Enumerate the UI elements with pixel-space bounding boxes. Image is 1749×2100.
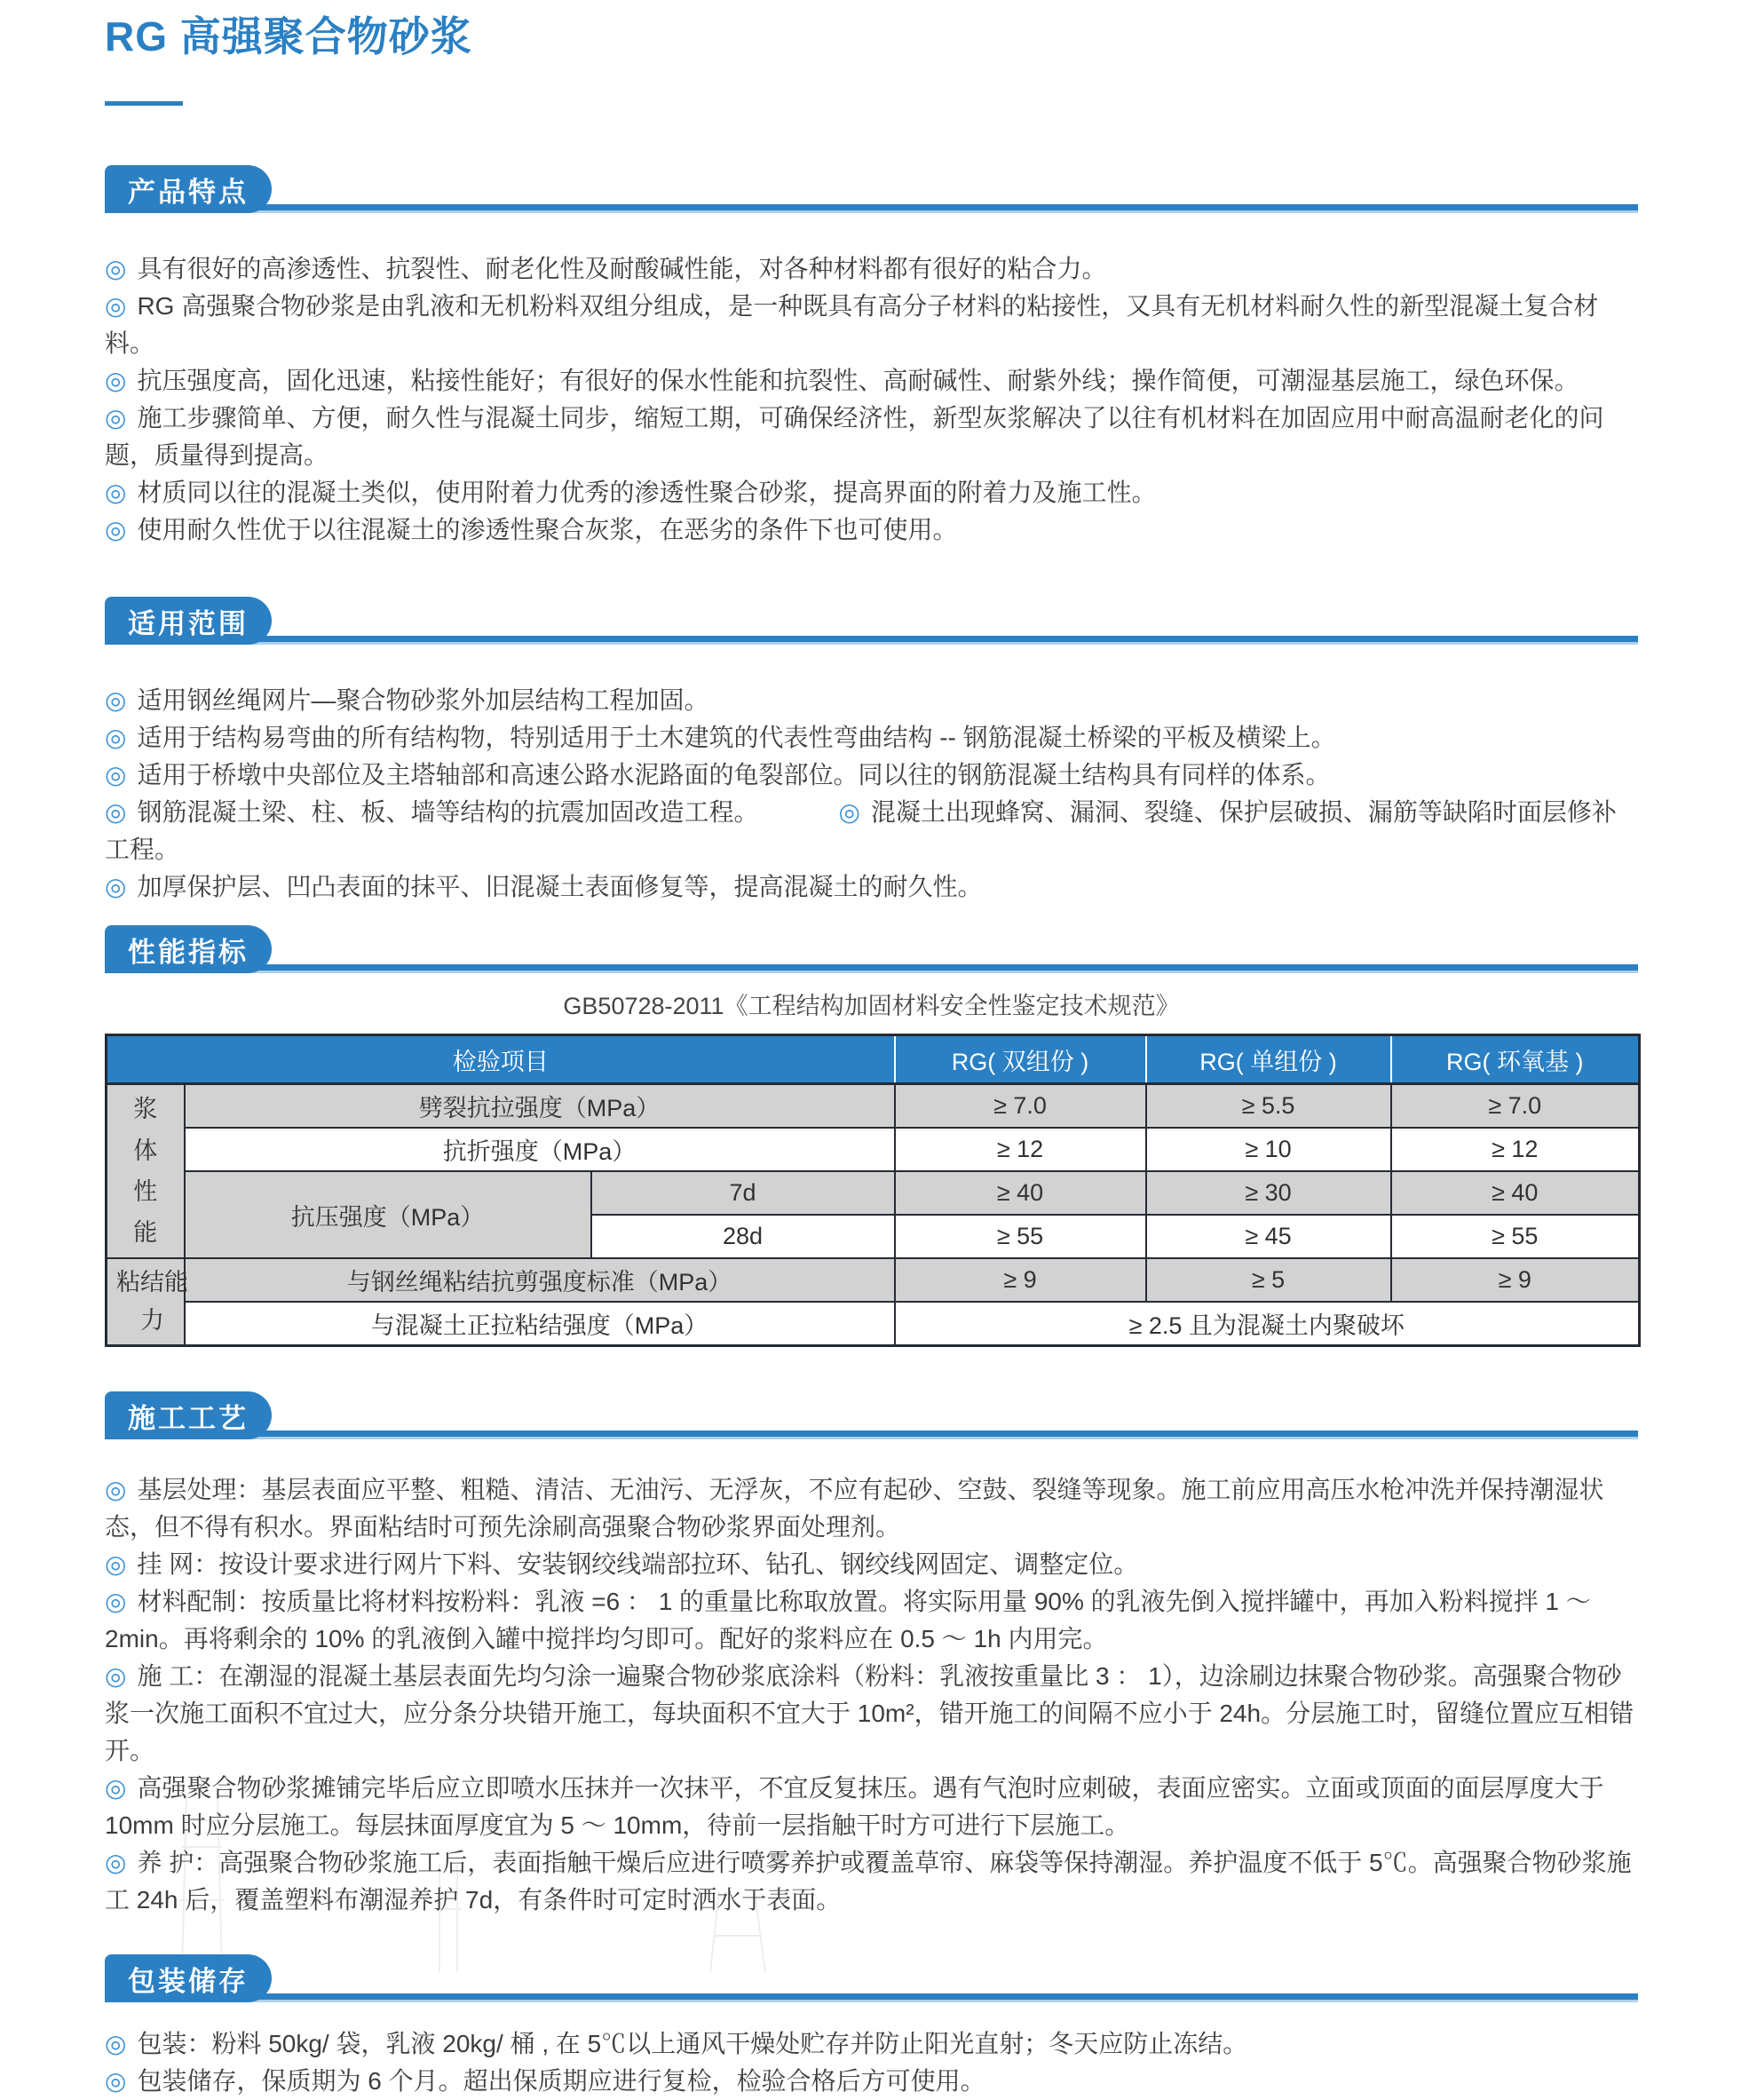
bullet-text: 养 护：高强聚合物砂浆施工后，表面指触干燥后应进行喷雾养护或覆盖草帘、麻袋等保持潮湿。养护温度不低于 5℃。高强聚合物砂浆施工 24h 后，覆盖塑料布潮湿养护 7d，有条件时可定时洒水于表面。 [105, 1849, 1632, 1914]
bullet-icon: ◎ [105, 798, 127, 826]
list-item [105, 868, 1638, 906]
bullet-text: 施 工：在潮湿的混凝土基层表面先均匀涂一遍聚合物砂浆底涂料（粉料：乳液按重量比 3 ： 1），边涂刷边抹聚合物砂浆。高强聚合物砂浆一次施工面积不宜过大，应分条分块错开施工，每块面积不宜大于 10m²，错开施工的间隔不应小于 24h。分层施工时，留缝位置应互相错开。 [105, 1662, 1634, 1764]
section-badge-process: 施工工艺 [105, 1391, 272, 1439]
bullet-icon: ◎ [105, 1550, 127, 1578]
bullet-text: 高强聚合物砂浆摊铺完毕后应立即喷水压抹并一次抹平，不宜反复抹压。遇有气泡时应刺破，表面应密实。立面或顶面的面层厚度大于 10mm 时应分层施工。每层抹面厚度宜为 5 ～ 10mm，待前一层指触干时方可进行下层施工。 [105, 1774, 1604, 1839]
col-header-rg-double: RG( 双组份 ) [895, 1035, 1146, 1084]
cell-value: ≥ 7.0 [1391, 1084, 1640, 1129]
list-item [105, 719, 1638, 757]
section-rule-light [105, 971, 1638, 973]
cell-value: ≥ 7.0 [895, 1084, 1146, 1129]
list-item [105, 250, 1638, 288]
section-rule [105, 204, 1638, 210]
cell-value: ≥ 55 [1391, 1215, 1640, 1258]
section-rule-light [105, 1437, 1638, 1439]
row-sub-label: 28d [591, 1215, 895, 1258]
list-item [105, 1844, 1638, 1919]
bullet-text: 适用钢丝绳网片—聚合物砂浆外加层结构工程加固。 [137, 686, 709, 714]
cell-value: ≥ 40 [1391, 1171, 1640, 1215]
bullet-icon: ◎ [838, 798, 860, 826]
row-group-slurry [107, 1084, 185, 1259]
section-badge-performance: 性能指标 [105, 925, 272, 973]
bullet-icon: ◎ [105, 1662, 127, 1690]
cell-value: ≥ 55 [895, 1215, 1146, 1258]
table-row [107, 1258, 1640, 1302]
bullet-text: 基层处理：基层表面应平整、粗糙、清洁、无油污、无浮灰，不应有起砂、空鼓、裂缝等现象。施工前应用高压水枪冲洗并保持潮湿状态，但不得有积水。界面粘结时可预先涂刷高强聚合物砂浆界面处理剂。 [105, 1476, 1604, 1541]
section-badge-scope: 适用范围 [105, 597, 272, 645]
list-item [105, 1658, 1638, 1770]
list-item [105, 1471, 1638, 1546]
cell-value: ≥ 10 [1146, 1128, 1391, 1171]
bullet-text: 钢筋混凝土梁、柱、板、墙等结构的抗震加固改造工程。 [137, 798, 759, 826]
bullet-text: 混凝土出现蜂窝、漏洞、裂缝、保护层破损、漏筋等缺陷时面层修补工程。 [105, 798, 1617, 863]
section-head-scope [105, 597, 1638, 645]
section-badge-packaging: 包装储存 [105, 1954, 272, 2002]
row-group-label: 浆体性能 [133, 1096, 158, 1247]
bullet-text: 适用于桥墩中央部位及主塔轴部和高速公路水泥路面的龟裂部位。同以往的钢筋混凝土结构具有同样的体系。 [137, 761, 1331, 788]
table-row [107, 1171, 1640, 1215]
list-item-dual [105, 794, 1638, 868]
process-list [105, 1471, 1638, 1919]
list-item [105, 1583, 1638, 1658]
bullet-icon: ◎ [105, 292, 127, 320]
section-rule-light [105, 2000, 1638, 2002]
performance-table [105, 1034, 1641, 1347]
section-badge-features: 产品特点 [105, 165, 272, 213]
section-rule [105, 964, 1638, 971]
row-group-bonding [107, 1258, 189, 1346]
section-rule [105, 636, 1638, 642]
bullet-text: 加厚保护层、凹凸表面的抹平、旧混凝土表面修复等，提高混凝土的耐久性。 [137, 873, 983, 900]
bullet-text: 适用于结构易弯曲的所有结构物，特别适用于土木建筑的代表性弯曲结构 -- 钢筋混凝土桥梁的平板及横梁上。 [137, 724, 1336, 751]
bullet-icon: ◎ [105, 516, 127, 543]
bullet-text: RG 高强聚合物砂浆是由乳液和无机粉料双组分组成，是一种既具有高分子材料的粘接性，又具有无机材料耐久性的新型混凝土复合材料。 [105, 292, 1599, 357]
cell-value-merged: ≥ 2.5 且为混凝土内聚破坏 [895, 1302, 1640, 1346]
section-rule [105, 1993, 1638, 2000]
list-item [105, 511, 1638, 549]
table-header-row [107, 1035, 1640, 1084]
bullet-text: 使用耐久性优于以往混凝土的渗透性聚合灰浆，在恶劣的条件下也可使用。 [137, 516, 958, 543]
page-title: RG 高强聚合物砂浆 [105, 13, 472, 59]
table-row [107, 1084, 1640, 1129]
cell-value: ≥ 9 [895, 1258, 1146, 1302]
cell-value: ≥ 12 [1391, 1128, 1640, 1171]
features-list [105, 250, 1638, 549]
cell-value: ≥ 45 [1146, 1215, 1391, 1258]
bullet-icon: ◎ [105, 1849, 127, 1876]
list-item [105, 2025, 1638, 2063]
title-underline [105, 101, 183, 106]
cell-value: ≥ 12 [895, 1128, 1146, 1171]
bullet-icon: ◎ [105, 255, 127, 282]
list-item [105, 1546, 1638, 1583]
page-content [105, 0, 1638, 2100]
list-item [105, 288, 1638, 362]
bullet-icon: ◎ [105, 367, 127, 394]
bullet-text: 材质同以往的混凝土类似，使用附着力优秀的渗透性聚合砂浆，提高界面的附着力及施工性。 [137, 479, 1157, 506]
col-header-item: 检验项目 [107, 1035, 895, 1084]
cell-value: ≥ 30 [1146, 1171, 1391, 1215]
table-row [107, 1302, 1640, 1346]
bullet-icon: ◎ [105, 479, 127, 506]
row-item-label: 抗折强度（MPa） [185, 1128, 895, 1171]
row-group-label: 粘结能力 [116, 1268, 189, 1334]
row-item-label: 劈裂抗拉强度（MPa） [185, 1084, 895, 1129]
row-item-label: 抗压强度（MPa） [185, 1171, 591, 1258]
list-item [105, 682, 1638, 719]
table-caption: GB50728-2011《工程结构加固材料安全性鉴定技术规范》 [563, 993, 1180, 1019]
list-item [105, 474, 1638, 511]
section-head-process [105, 1391, 1638, 1439]
row-item-label: 与混凝土正拉粘结强度（MPa） [185, 1302, 895, 1346]
section-head-packaging [105, 1954, 1638, 2002]
bullet-icon: ◎ [105, 1588, 127, 1615]
bullet-icon: ◎ [105, 1476, 127, 1503]
section-rule-light [105, 210, 1638, 213]
bullet-icon: ◎ [105, 2067, 127, 2095]
bullet-icon: ◎ [105, 686, 127, 714]
section-rule-light [105, 642, 1638, 645]
list-item [105, 400, 1638, 474]
scope-list [105, 682, 1638, 906]
packaging-list [105, 2025, 1638, 2100]
list-item [105, 1770, 1638, 1844]
bullet-text: 抗压强度高，固化迅速，粘接性能好；有很好的保水性能和抗裂性、高耐碱性、耐紫外线；操作简便，可潮湿基层施工，绿色环保。 [137, 367, 1579, 394]
bullet-icon: ◎ [105, 873, 127, 900]
bullet-text: 具有很好的高渗透性、抗裂性、耐老化性及耐酸碱性能，对各种材料都有很好的粘合力。 [137, 255, 1107, 282]
section-rule [105, 1430, 1638, 1437]
bullet-icon: ◎ [105, 404, 127, 432]
bullet-text: 材料配制：按质量比将材料按粉料：乳液 =6 ： 1 的重量比称取放置。将实际用量 90% 的乳液先倒入搅拌罐中，再加入粉料搅拌 1 ～ 2min。再将剩余的 10% 的乳液倒入罐中搅拌均匀即可。配好的浆料应在 0.5 ～ 1h 内用完。 [105, 1588, 1591, 1652]
row-sub-label: 7d [591, 1171, 895, 1215]
col-header-rg-epoxy: RG( 环氧基 ) [1391, 1035, 1640, 1084]
col-header-rg-single: RG( 单组份 ) [1146, 1035, 1391, 1084]
list-item [105, 757, 1638, 794]
section-head-performance [105, 925, 1638, 973]
list-item [105, 362, 1638, 400]
table-row [107, 1128, 1640, 1171]
bullet-icon: ◎ [105, 724, 127, 751]
bullet-text: 施工步骤简单、方便，耐久性与混凝土同步，缩短工期，可确保经济性，新型灰浆解决了以往有机材料在加固应用中耐高温耐老化的问题，质量得到提高。 [105, 404, 1604, 469]
cell-value: ≥ 5.5 [1146, 1084, 1391, 1129]
bullet-text: 包装：粉料 50kg/ 袋，乳液 20kg/ 桶 , 在 5℃以上通风干燥处贮存并防止阳光直射；冬天应防止冻结。 [137, 2030, 1248, 2057]
section-head-features [105, 165, 1638, 213]
bullet-icon: ◎ [105, 1774, 127, 1802]
cell-value: ≥ 9 [1391, 1258, 1640, 1302]
list-item [105, 2063, 1638, 2100]
bullet-icon: ◎ [105, 2030, 127, 2057]
bullet-text: 挂 网：按设计要求进行网片下料、安装钢绞线端部拉环、钻孔、钢绞线网固定、调整定位。 [137, 1550, 1139, 1578]
bullet-icon: ◎ [105, 761, 127, 788]
cell-value: ≥ 5 [1146, 1258, 1391, 1302]
row-item-label: 与钢丝绳粘结抗剪强度标准（MPa） [185, 1258, 895, 1302]
bullet-text: 包装储存，保质期为 6 个月。超出保质期应进行复检，检验合格后方可使用。 [137, 2067, 985, 2095]
cell-value: ≥ 40 [895, 1171, 1146, 1215]
